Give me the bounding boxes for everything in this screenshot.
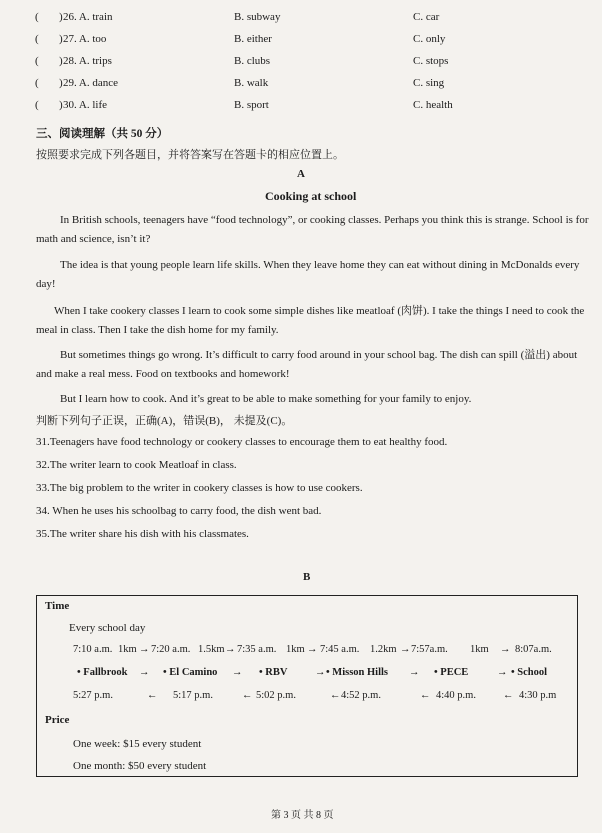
stop-pece: • PECE bbox=[434, 667, 469, 678]
time-cell: 4:52 p.m. bbox=[341, 690, 381, 701]
time-cell: 4:40 p.m. bbox=[436, 690, 476, 701]
price-week: One week: $15 every student bbox=[73, 738, 202, 750]
arrow-icon: → bbox=[139, 644, 150, 655]
option-c: C. health bbox=[413, 99, 453, 111]
price-heading: Price bbox=[45, 714, 70, 726]
statement-34: 34. When he uses his schoolbag to carry food, the dish went bad. bbox=[36, 505, 322, 517]
stop-el-camino: • El Camino bbox=[163, 667, 218, 678]
price-month: One month: $50 every student bbox=[73, 760, 207, 772]
arrow-left-icon: ← bbox=[330, 690, 341, 701]
page-footer: 第 3 页 共 8 页 bbox=[271, 810, 334, 821]
option-c: C. only bbox=[413, 33, 446, 45]
paragraph-1: In British schools, teenagers have “food technology”, or cooking classes. Perhaps you think this is strange. School is for math and science, isn’t it? bbox=[36, 214, 589, 245]
arrow-left-icon: ← bbox=[147, 690, 158, 701]
stop-school: • School bbox=[511, 667, 548, 678]
answer-paren-close: ) bbox=[59, 99, 63, 111]
option-row-26 bbox=[0, 11, 602, 31]
distance-cell: 1km bbox=[470, 644, 489, 655]
option-a: 29. A. dance bbox=[63, 77, 118, 89]
answer-paren-close: ) bbox=[59, 77, 63, 89]
section-instruction: 按照要求完成下列各题目，并将答案写在答题卡的相应位置上。 bbox=[36, 149, 344, 161]
arrow-icon: → bbox=[315, 667, 326, 678]
answer-paren: ( bbox=[35, 11, 39, 23]
answer-paren: ( bbox=[35, 55, 39, 67]
time-cell: 7:57a.m. bbox=[411, 644, 448, 655]
arrow-left-icon: ← bbox=[503, 690, 514, 701]
time-cell: 5:17 p.m. bbox=[173, 690, 213, 701]
passage-b-label: B bbox=[303, 571, 311, 583]
time-cell: 7:10 a.m. bbox=[73, 644, 113, 655]
passage-a-title: Cooking at school bbox=[265, 189, 357, 203]
distance-cell: 1.5km bbox=[198, 644, 225, 655]
answer-paren: ( bbox=[35, 33, 39, 45]
time-cell: 7:35 a.m. bbox=[237, 644, 277, 655]
answer-paren-close: ) bbox=[59, 55, 63, 67]
arrow-icon: → bbox=[497, 667, 508, 678]
option-b: B. either bbox=[234, 33, 272, 45]
passage-a-label: A bbox=[297, 168, 305, 180]
option-a: 27. A. too bbox=[63, 33, 107, 45]
bus-schedule-box bbox=[36, 595, 578, 777]
option-row-29 bbox=[0, 77, 602, 97]
time-heading: Time bbox=[45, 600, 70, 612]
time-cell: 7:45 a.m. bbox=[320, 644, 360, 655]
answer-paren: ( bbox=[35, 99, 39, 111]
distance-cell: 1km bbox=[118, 644, 137, 655]
option-c: C. sing bbox=[413, 77, 445, 89]
option-row-30 bbox=[0, 99, 602, 119]
answer-paren-close: ) bbox=[59, 33, 63, 45]
arrow-icon: → bbox=[500, 644, 511, 655]
answer-paren-close: ) bbox=[59, 11, 63, 23]
forward-times-row bbox=[37, 644, 577, 662]
paragraph-3: When I take cookery classes I learn to cook some simple dishes like meatloaf (肉饼). I take the things I need to cook the meal in class. Then I take the dish home for my family. bbox=[36, 305, 585, 336]
option-b: B. sport bbox=[234, 99, 269, 111]
time-cell: 5:27 p.m. bbox=[73, 690, 113, 701]
option-b: B. subway bbox=[234, 11, 281, 23]
paragraph-4: But sometimes things go wrong. It’s difficult to carry food around in your school bag. The dish can spill (溢出) about and make a real mess. Food on textbooks and homework! bbox=[36, 349, 578, 380]
statement-32: 32.The writer learn to cook Meatloaf in class. bbox=[36, 459, 237, 471]
answer-paren: ( bbox=[35, 77, 39, 89]
arrow-left-icon: ← bbox=[242, 690, 253, 701]
option-row-27 bbox=[0, 33, 602, 53]
option-c: C. car bbox=[413, 11, 440, 23]
option-a: 26. A. train bbox=[63, 11, 113, 23]
option-a: 30. A. life bbox=[63, 99, 107, 111]
judge-instruction: 判断下列句子正误，正确(A)，错误(B)， 未提及(C)。 bbox=[36, 415, 293, 427]
distance-cell: 1.2km bbox=[370, 644, 397, 655]
arrow-icon: → bbox=[139, 667, 150, 678]
paragraph-5: But I learn how to cook. And it’s great to be able to make something for your family to enjoy. bbox=[60, 393, 472, 405]
option-a: 28. A. trips bbox=[63, 55, 112, 67]
stop-misson-hills: • Misson Hills bbox=[326, 667, 389, 678]
arrow-icon: → bbox=[307, 644, 318, 655]
statement-35: 35.The writer share his dish with his classmates. bbox=[36, 528, 249, 540]
paragraph-2: The idea is that young people learn life skills. When they leave home they can eat without dining in McDonalds every day! bbox=[36, 259, 580, 290]
section-heading: 三、阅读理解（共 50 分） bbox=[36, 128, 169, 140]
arrow-icon: → bbox=[225, 644, 236, 655]
return-times-row bbox=[37, 690, 577, 708]
time-cell: 4:30 p.m bbox=[519, 690, 557, 701]
stop-fallbrook: • Fallbrook bbox=[77, 667, 128, 678]
statement-33: 33.The big problem to the writer in cookery classes is how to use cookers. bbox=[36, 482, 363, 494]
time-cell: 7:20 a.m. bbox=[151, 644, 191, 655]
distance-cell: 1km bbox=[286, 644, 305, 655]
every-school-day: Every school day bbox=[69, 622, 146, 634]
time-cell: 8:07a.m. bbox=[515, 644, 552, 655]
arrow-icon: → bbox=[232, 667, 243, 678]
arrow-left-icon: ← bbox=[420, 690, 431, 701]
stop-rbv: • RBV bbox=[259, 667, 288, 678]
statement-31: 31.Teenagers have food technology or cookery classes to encourage them to eat healthy food. bbox=[36, 436, 448, 448]
time-cell: 5:02 p.m. bbox=[256, 690, 296, 701]
option-row-28 bbox=[0, 55, 602, 75]
arrow-icon: → bbox=[400, 644, 411, 655]
arrow-icon: → bbox=[409, 667, 420, 678]
stops-row bbox=[37, 667, 577, 685]
option-b: B. clubs bbox=[234, 55, 271, 67]
option-c: C. stops bbox=[413, 55, 449, 67]
option-b: B. walk bbox=[234, 77, 269, 89]
